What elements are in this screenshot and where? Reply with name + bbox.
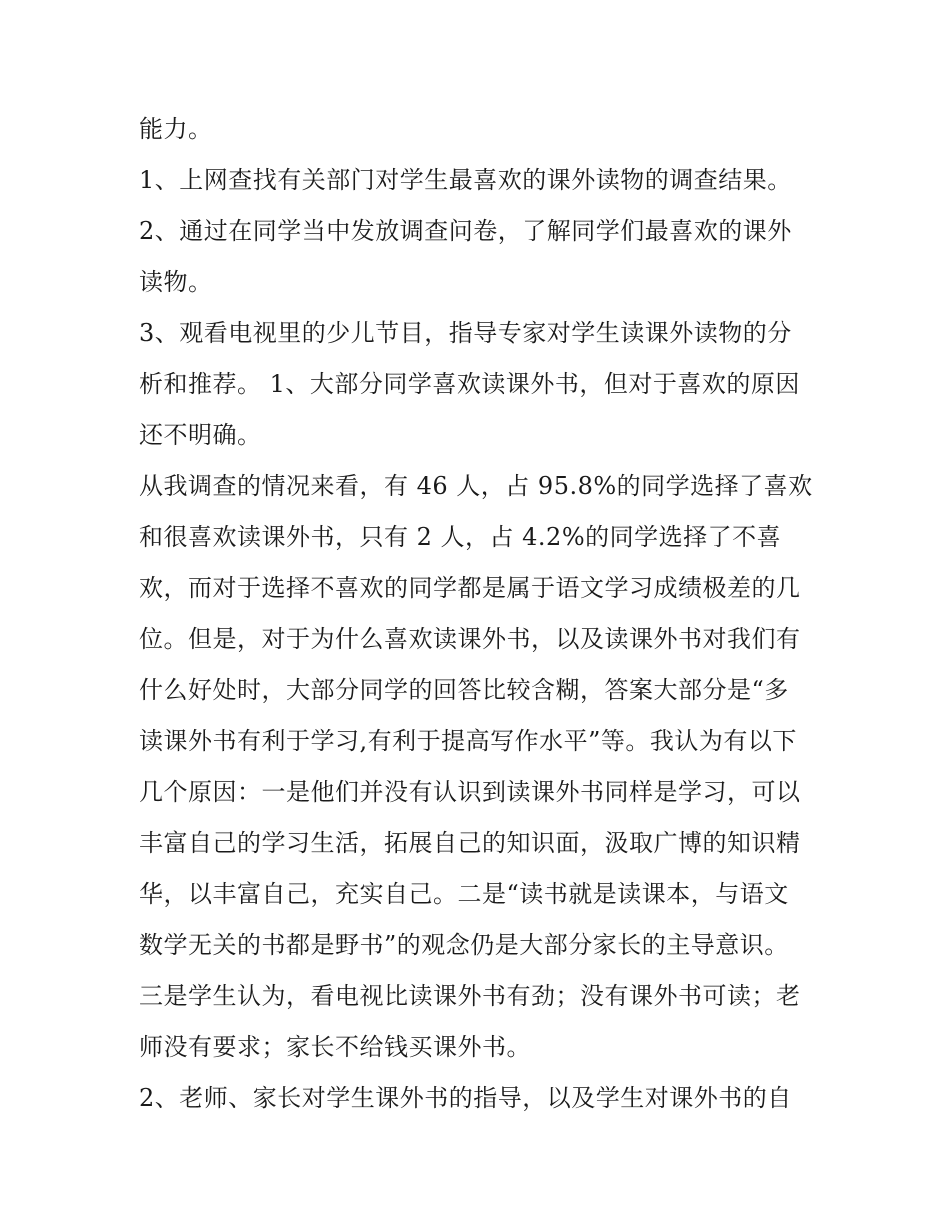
text-line: 师没有要求；家长不给钱买课外书。 bbox=[139, 1033, 531, 1061]
text-line: 2、老师、家长对学生课外书的指导，以及学生对课外书的自 bbox=[139, 1084, 792, 1112]
text-line: 2、通过在同学当中发放调查问卷，了解同学们最喜欢的课外 bbox=[139, 217, 792, 245]
text-line: 什么好处时，大部分同学的回答比较含糊，答案大部分是“多 bbox=[139, 676, 789, 704]
text-line: 几个原因：一是他们并没有认识到读课外书同样是学习，可以 bbox=[139, 778, 801, 806]
text-line: 位。但是，对于为什么喜欢读课外书，以及读课外书对我们有 bbox=[139, 625, 801, 653]
text-line: 还不明确。 bbox=[139, 421, 262, 449]
text-line: 三是学生认为，看电视比读课外书有劲；没有课外书可读；老 bbox=[139, 982, 801, 1010]
text-line: 丰富自己的学习生活，拓展自己的知识面，汲取广博的知识精 bbox=[139, 829, 801, 857]
text-line: 析和推荐。 1、大部分同学喜欢读课外书，但对于喜欢的原因 bbox=[139, 370, 800, 398]
text-line: 从我调查的情况来看，有 46 人，占 95.8%的同学选择了喜欢 bbox=[139, 472, 813, 500]
text-line: 3、观看电视里的少儿节目，指导专家对学生读课外读物的分 bbox=[139, 319, 792, 347]
text-line: 读课外书有利于学习,有利于提高写作水平”等。我认为有以下 bbox=[139, 727, 797, 755]
document-body bbox=[139, 104, 819, 1124]
text-line: 华，以丰富自己，充实自己。二是“读书就是读课本，与语文 bbox=[139, 880, 789, 908]
text-line: 数学无关的书都是野书”的观念仍是大部分家长的主导意识。 bbox=[139, 931, 789, 959]
text-line: 和很喜欢读课外书，只有 2 人，占 4.2%的同学选择了不喜 bbox=[139, 523, 782, 551]
text-line: 读物。 bbox=[139, 268, 213, 296]
text-line: 1、上网查找有关部门对学生最喜欢的课外读物的调查结果。 bbox=[139, 166, 792, 194]
text-line: 欢，而对于选择不喜欢的同学都是属于语文学习成绩极差的几 bbox=[139, 574, 801, 602]
text-line: 能力。 bbox=[139, 115, 213, 143]
